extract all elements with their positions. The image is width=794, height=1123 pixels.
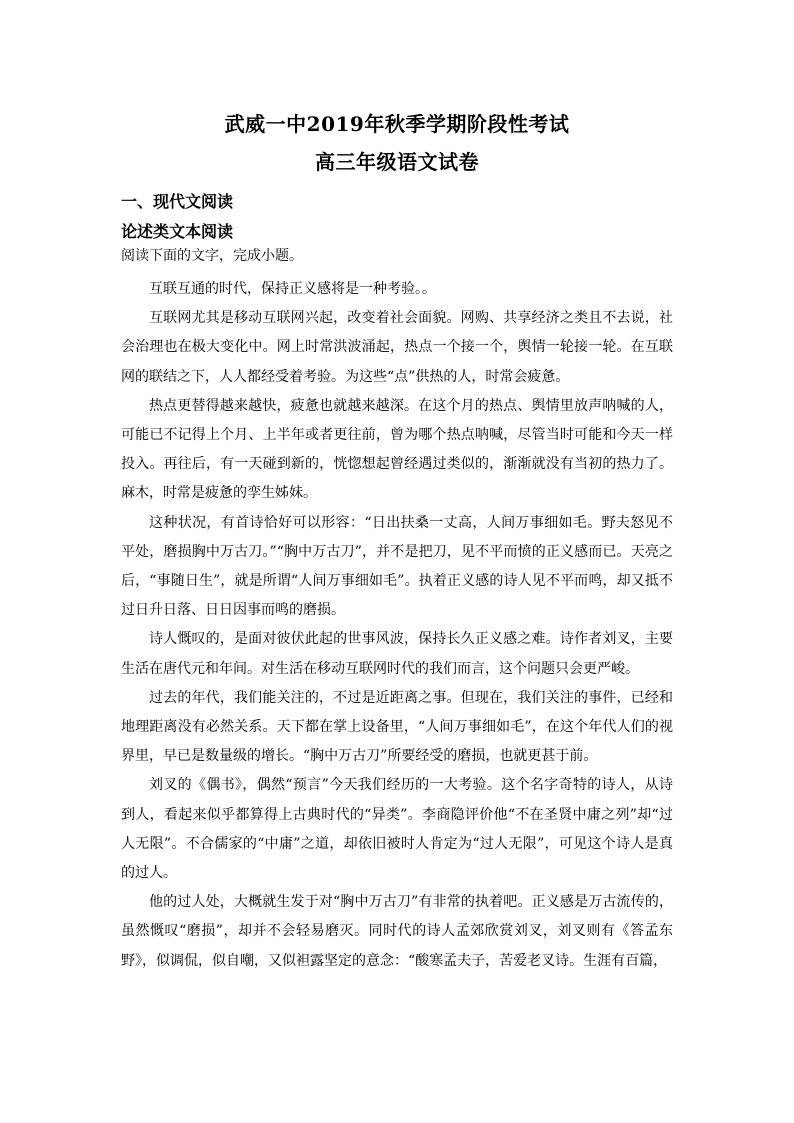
passage-paragraph: 这种状况，有首诗恰好可以形容：“日出扶桑一丈高，人间万事细如毛。野夫怒见不平处，磨损胸中万古刀。”“胸中万古刀”，并不是把刀，见不平而愤的正义感而已。天亮之后，“事随日生”，就是所谓“人间万事细如毛”。执着正义感的诗人见不平而鸣，却又抵不过日升日落、日日因事而鸣的磨损。 — [121, 514, 673, 619]
passage-paragraph: 热点更替得越来越快，疲惫也就越来越深。在这个月的热点、舆情里放声呐喊的人，可能已不记得上个月、上半年或者更往前，曾为哪个热点呐喊，尽管当时可能和今天一样投入。再往后，有一天碰到新的，恍惚想起曾经遇过类似的，渐渐就没有当初的热力了。麻木，时常是疲惫的孪生姊妹。 — [121, 397, 673, 502]
section-heading: 一、现代文阅读 — [121, 192, 234, 211]
reading-instruction: 阅读下面的文字，完成小题。 — [121, 248, 303, 264]
passage-paragraph: 互联网尤其是移动互联网兴起，改变着社会面貌。网购、共享经济之类且不去说，社会治理也在极大变化中。网上时常洪波涌起，热点一个接一个，舆情一轮接一轮。在互联网的联结之下，人人都经受着考验。为这些“点”供热的人，时常会疲惫。 — [121, 310, 673, 385]
passage-paragraph: 互联互通的时代，保持正义感将是一种考验。。 — [149, 281, 436, 297]
passage-paragraph: 他的过人处，大概就生发于对“胸中万古刀”有非常的执着吧。正义感是万古流传的，虽然慨叹“磨损”，却并不会轻易磨灭。同时代的诗人孟郊欣赏刘叉，刘叉则有《答孟东野》，似调侃，似自嘲，又似袒露坚定的意念：“酸寒孟夫子，苦爱老叉诗。生涯有百篇， — [121, 894, 673, 969]
exam-subtitle: 高三年级语文试卷 — [315, 150, 479, 174]
passage-paragraph: 过去的年代，我们能关注的，不过是近距离之事。但现在，我们关注的事件，已经和地理距离没有必然关系。天下都在掌上设备里，“人间万事细如毛”，在这个年代人们的视界里，早已是数量级的增长。“胸中万古刀”所要经受的磨损，也就更甚于前。 — [121, 689, 673, 765]
reading-passage — [121, 275, 673, 976]
exam-title: 武威一中2019年秋季学期阶段性考试 — [224, 112, 570, 136]
subsection-heading: 论述类文本阅读 — [121, 222, 234, 241]
passage-paragraph: 诗人慨叹的，是面对彼伏此起的世事风波，保持长久正义感之难。诗作者刘叉，主要生活在唐代元和年间。对生活在移动互联网时代的我们而言，这个问题只会更严峻。 — [121, 631, 673, 677]
passage-paragraph: 刘叉的《偶书》，偶然“预言”今天我们经历的一大考验。这个名字奇特的诗人，从诗到人，看起来似乎都算得上古典时代的“异类”。李商隐评价他“不在圣贤中庸之列”却“过人无限”。不合儒家的“中庸”之道，却依旧被时人肯定为“过人无限”，可见这个诗人是真的过人。 — [121, 777, 673, 882]
